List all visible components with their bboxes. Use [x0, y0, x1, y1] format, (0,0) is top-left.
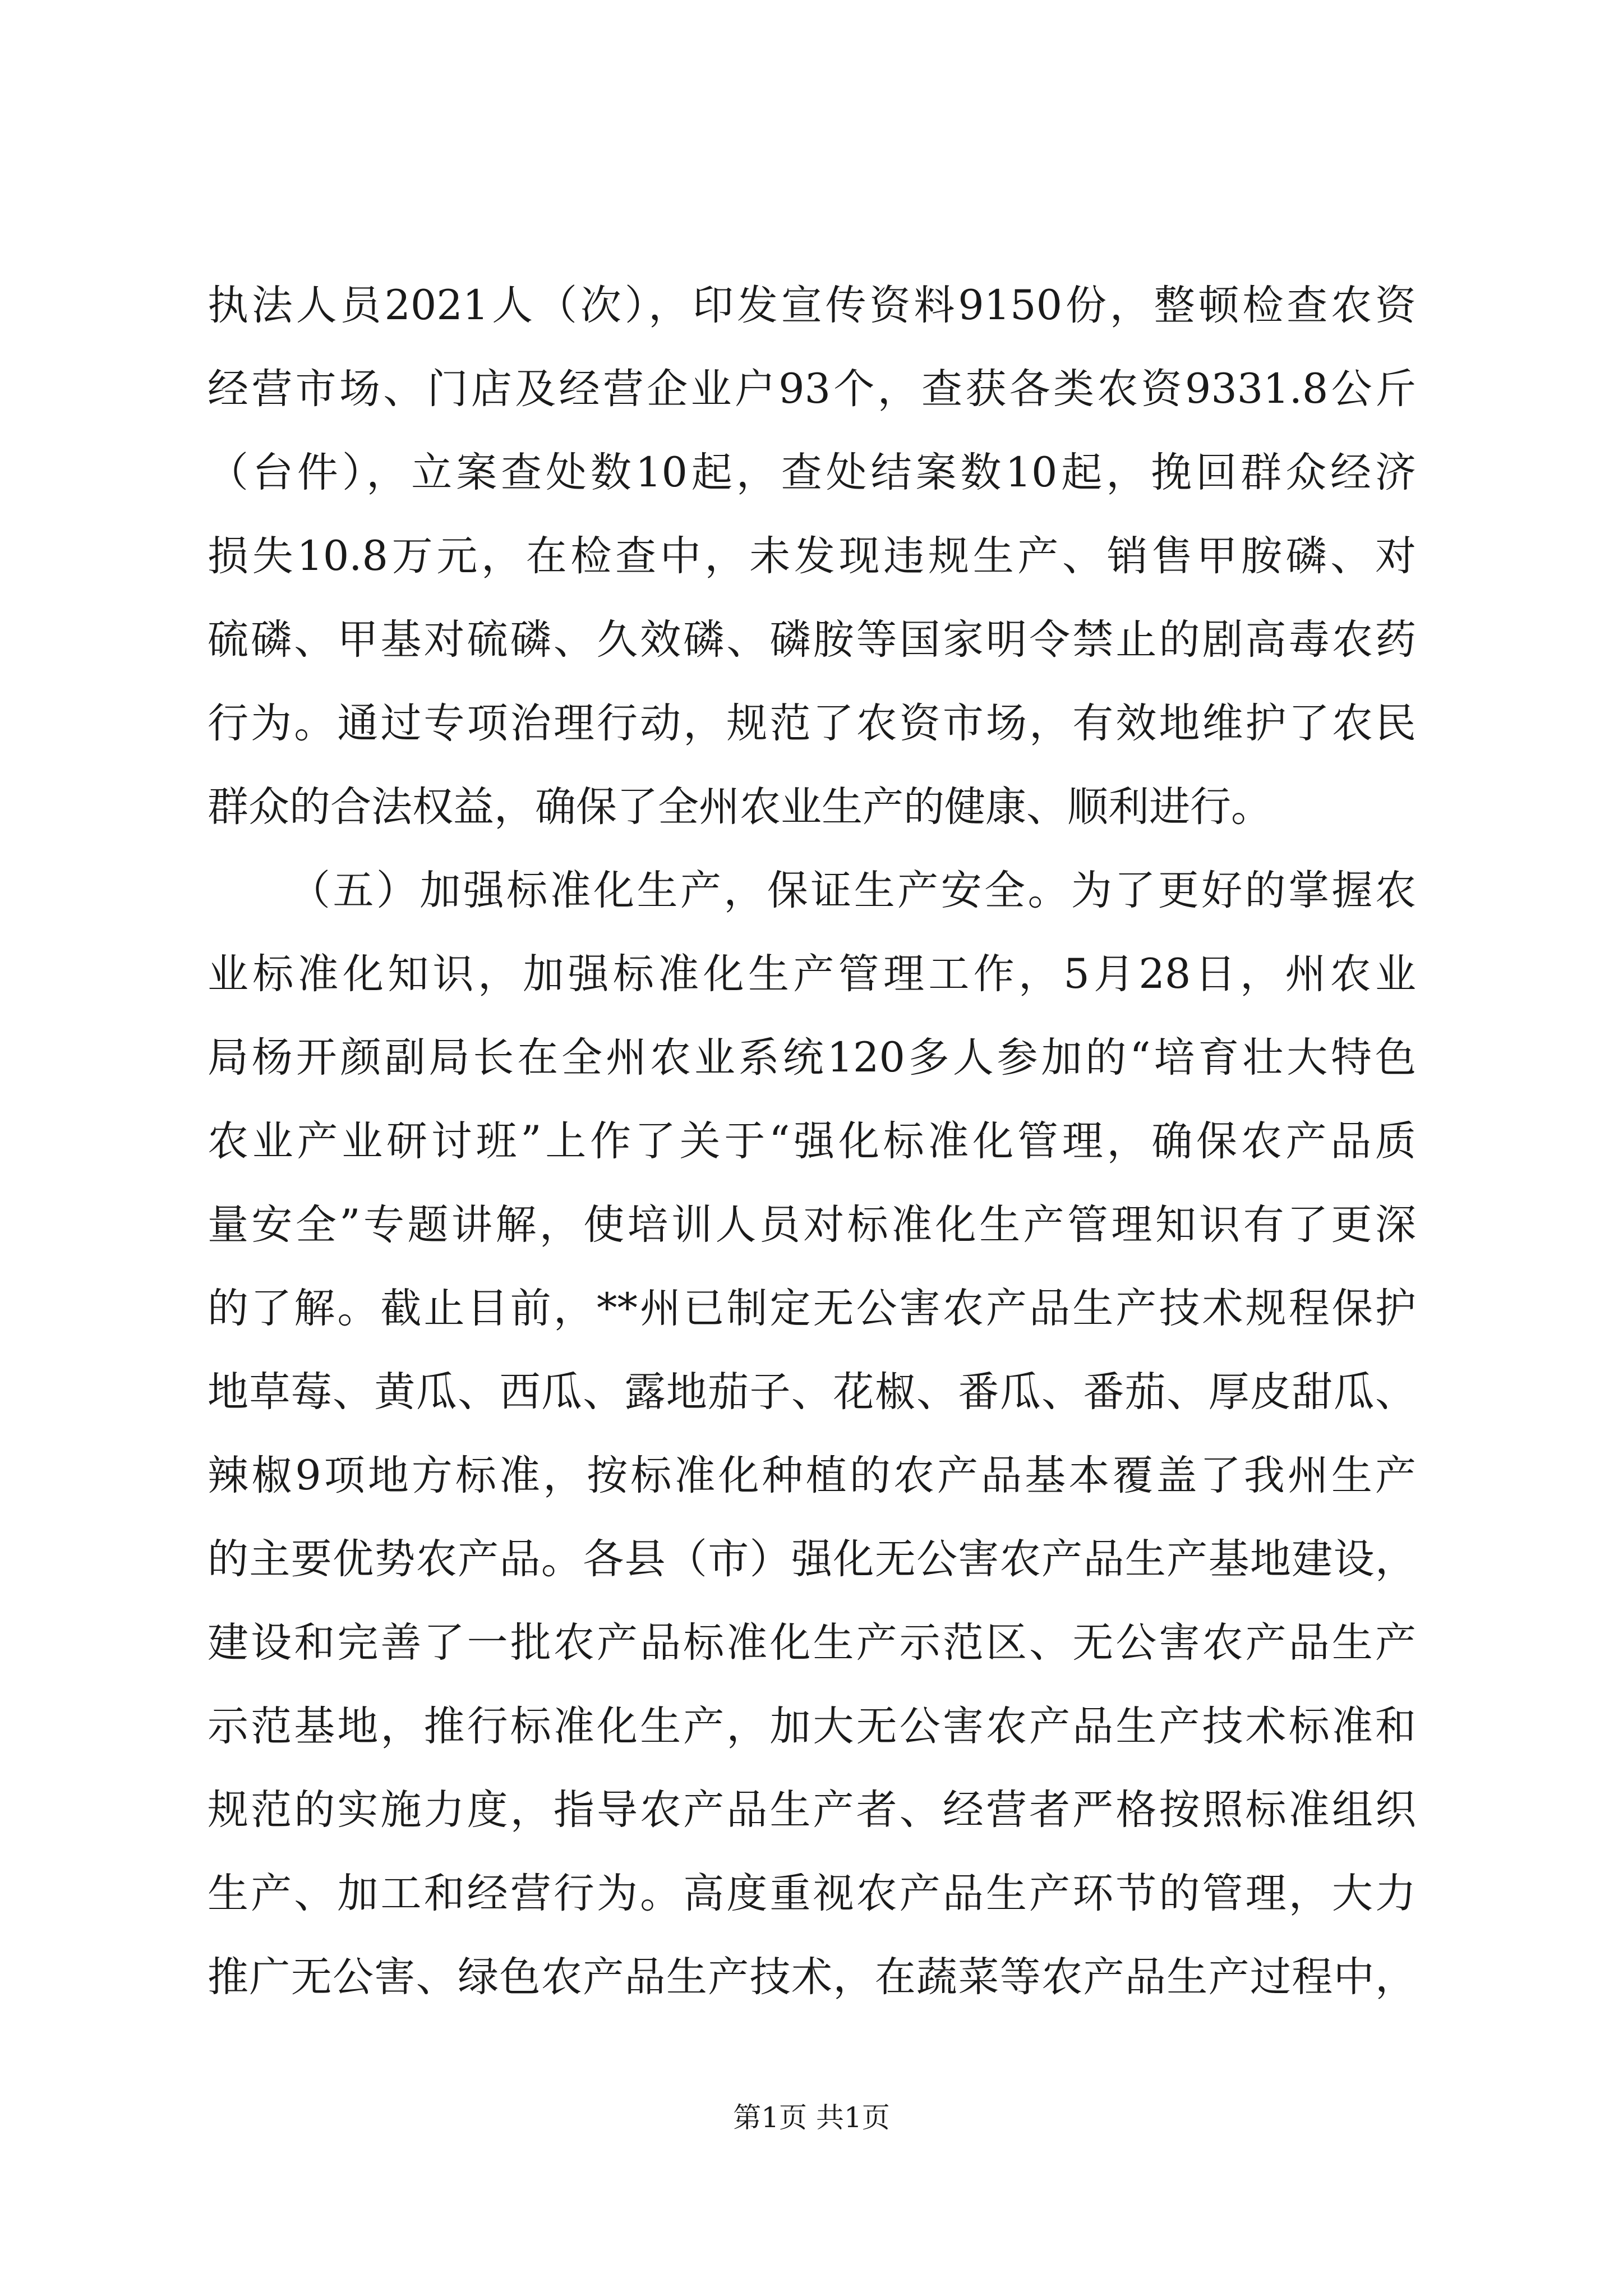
document-body	[208, 264, 1416, 2019]
text-line: 生产、加工和经营行为。高度重视农产品生产环节的管理，大力	[208, 1870, 1416, 1917]
paragraph-start-line: （五）加强标准化生产，保证生产安全。为了更好的掌握农	[289, 867, 1416, 914]
text-line: 执法人员2021人（次），印发宣传资料9150份，整顿检查农资	[208, 282, 1416, 329]
text-line: 业标准化知识，加强标准化生产管理工作，5月28日，州农业	[208, 950, 1416, 998]
text-line: 损失10.8万元，在检查中，未发现违规生产、销售甲胺磷、对	[208, 532, 1416, 580]
text-line: 规范的实施力度，指导农产品生产者、经营者严格按照标准组织	[208, 1786, 1416, 1834]
page-number-footer: 第1页 共1页	[733, 2101, 890, 2134]
text-line: 硫磷、甲基对硫磷、久效磷、磷胺等国家明令禁止的剧高毒农药	[208, 616, 1416, 664]
text-line: 的了解。截止目前，**州已制定无公害农产品生产技术规程保护	[208, 1285, 1416, 1332]
text-line: （台件），立案查处数10起，查处结案数10起，挽回群众经济	[208, 449, 1416, 496]
text-line: 辣椒9项地方标准，按标准化种植的农产品基本覆盖了我州生产	[208, 1452, 1416, 1499]
text-line: 群众的合法权益，确保了全州农业生产的健康、顺利进行。	[208, 783, 1272, 831]
text-line: 局杨开颜副局长在全州农业系统120多人参加的“培育壮大特色	[208, 1034, 1416, 1082]
text-line: 量安全”专题讲解，使培训人员对标准化生产管理知识有了更深	[208, 1201, 1416, 1249]
text-line: 农业产业研讨班”上作了关于“强化标准化管理，确保农产品质	[208, 1117, 1416, 1165]
text-line: 建设和完善了一批农产品标准化生产示范区、无公害农产品生产	[208, 1619, 1416, 1667]
text-line: 的主要优势农产品。各县（市）强化无公害农产品生产基地建设，	[208, 1535, 1416, 1583]
text-line: 地草莓、黄瓜、西瓜、露地茄子、花椒、番瓜、番茄、厚皮甜瓜、	[208, 1368, 1416, 1416]
text-line: 经营市场、门店及经营企业户93个，查获各类农资9331.8公斤	[208, 365, 1416, 413]
text-line: 示范基地，推行标准化生产，加大无公害农产品生产技术标准和	[208, 1703, 1416, 1750]
text-line: 行为。通过专项治理行动，规范了农资市场，有效地维护了农民	[208, 700, 1416, 747]
text-line: 推广无公害、绿色农产品生产技术，在蔬菜等农产品生产过程中，	[208, 1953, 1416, 2001]
